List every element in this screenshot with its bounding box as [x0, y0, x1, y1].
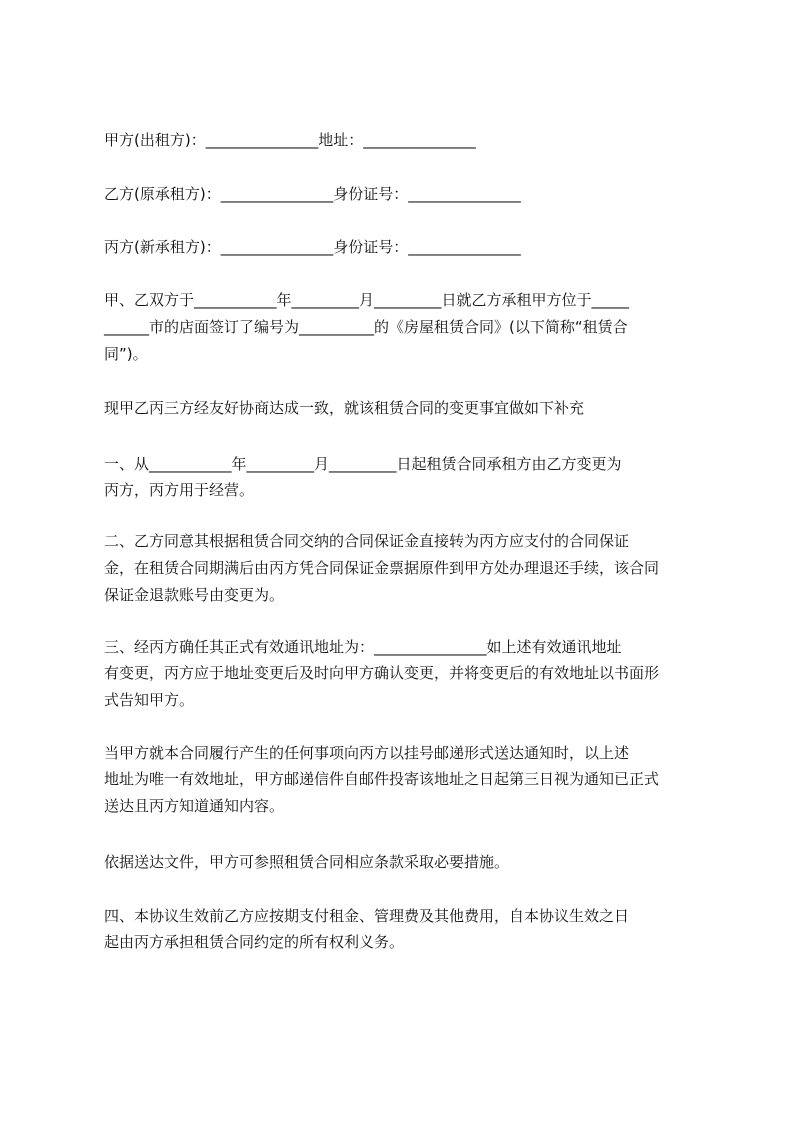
clause-3-line-3: 式告知甲方。 — [104, 691, 195, 709]
lessor-line: 甲方(出租方)：_______________地址：_______________ — [104, 131, 476, 149]
preamble-line: 现甲乙丙三方经友好协商达成一致，就该租赁合同的变更事宜做如下补充 — [104, 399, 585, 417]
new-lessee-line: 丙方(新承租方)：_______________身份证号：_______________ — [104, 238, 521, 256]
clause-3-line-2: 有变更，丙方应于地址变更后及时向甲方确认变更，并将变更后的有效地址以书面形 — [104, 664, 660, 682]
intro-line-2: ______市的店面签订了编号为__________的《房屋租赁合同》(以下简称“租赁合 — [104, 318, 628, 336]
clause-2-line-2: 金，在租赁合同期满后由丙方凭合同保证金票据原件到甲方处办理退还手续，该合同 — [104, 559, 660, 577]
intro-line-3: 同”)。 — [104, 345, 148, 363]
clause-4-line-2: 起由丙方承担租赁合同约定的所有权利义务。 — [104, 933, 405, 951]
intro-line-1: 甲、乙双方于___________年_________月_________日就乙方承租甲方位于_____ — [104, 291, 630, 309]
clause-1-line-2: 丙方，丙方用于经营。 — [104, 481, 255, 499]
notice-line-3: 送达且丙方知道通知内容。 — [104, 797, 285, 815]
clause-1-line-1: 一、从___________年_________月_________日起租赁合同承租方由乙方变更为 — [104, 455, 622, 473]
clause-3-line-1: 三、经丙方确任其正式有效通讯地址为：_______________如上述有效通讯地址 — [104, 638, 622, 656]
clause-2-line-1: 二、乙方同意其根据租赁合同交纳的合同保证金直接转为丙方应支付的合同保证 — [104, 532, 630, 550]
clause-2-line-3: 保证金退款账号由变更为。 — [104, 586, 285, 604]
clause-4-line-1: 四、本协议生效前乙方应按期支付租金、管理费及其他费用，自本协议生效之日 — [104, 907, 630, 925]
notice-line-1: 当甲方就本合同履行产生的任何事项向丙方以挂号邮递形式送达通知时，以上述 — [104, 744, 630, 762]
measures-line: 依据送达文件，甲方可参照租赁合同相应条款采取必要措施。 — [104, 853, 510, 871]
notice-line-2: 地址为唯一有效地址，甲方邮递信件自邮件投寄该地址之日起第三日视为通知已正式 — [104, 770, 660, 788]
original-lessee-line: 乙方(原承租方)：_______________身份证号：_______________ — [104, 185, 521, 203]
